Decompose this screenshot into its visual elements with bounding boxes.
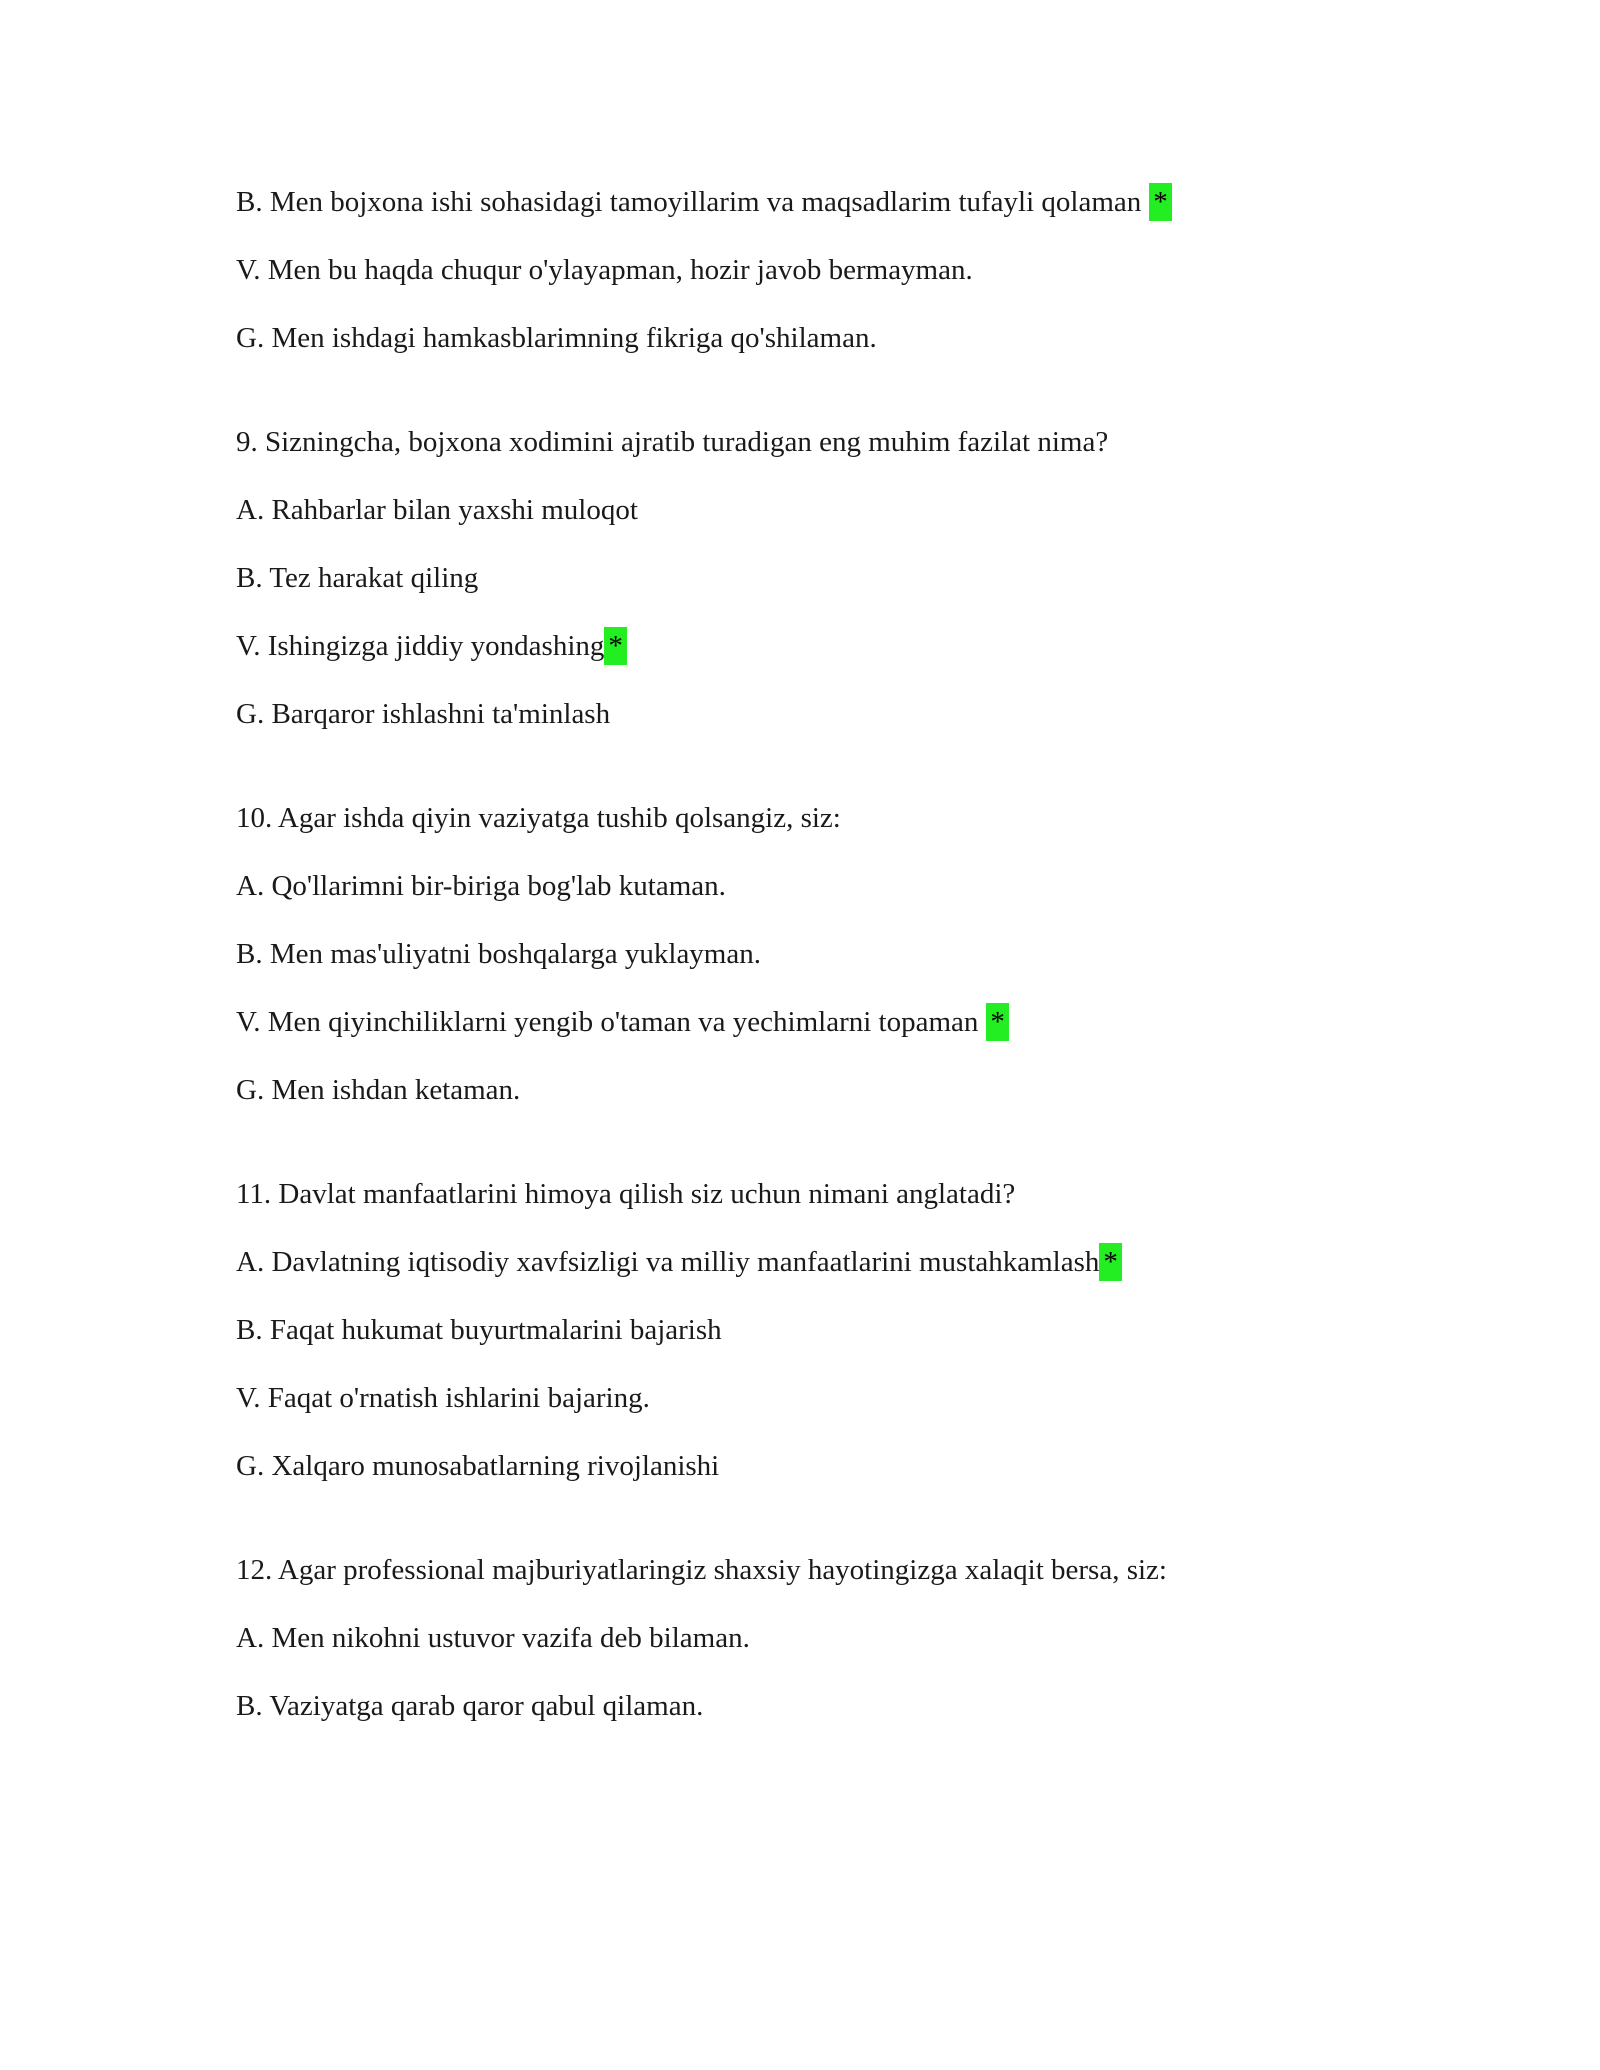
option-line (236, 182, 1416, 222)
option-line (236, 318, 1416, 358)
option-line (236, 934, 1416, 974)
option-text: V. Men bu haqda chuqur o'ylayapman, hozir javob bermayman. (236, 254, 973, 286)
option-line (236, 1310, 1416, 1350)
option-text: V. Faqat o'rnatish ishlarini bajaring. (236, 1382, 650, 1414)
correct-answer-marker: * (1149, 183, 1172, 221)
option-line (236, 694, 1416, 734)
question-text: 11. Davlat manfaatlarini himoya qilish siz uchun nimani anglatadi? (236, 1178, 1016, 1210)
option-text: V. Men qiyinchiliklarni yengib o'taman va yechimlarni topaman (236, 1006, 979, 1038)
option-line (236, 1618, 1416, 1658)
option-text: G. Men ishdan ketaman. (236, 1074, 521, 1106)
question-text: 9. Sizningcha, bojxona xodimini ajratib turadigan eng muhim fazilat nima? (236, 426, 1109, 458)
option-line (236, 1002, 1416, 1042)
option-text: B. Vaziyatga qarab qaror qabul qilaman. (236, 1690, 704, 1722)
correct-answer-marker: * (604, 627, 627, 665)
option-text: G. Men ishdagi hamkasblarimning fikriga qo'shilaman. (236, 322, 877, 354)
option-line (236, 1686, 1416, 1726)
option-text: G. Xalqaro munosabatlarning rivojlanishi (236, 1450, 720, 1482)
option-text: A. Men nikohni ustuvor vazifa deb bilaman. (236, 1622, 750, 1654)
option-text: V. Ishingizga jiddiy yondashing (236, 630, 605, 662)
question-block-10 (236, 798, 1416, 1110)
question-text: 12. Agar professional majburiyatlaringiz shaxsiy hayotingizga xalaqit bersa, siz: (236, 1554, 1167, 1586)
question-text: 10. Agar ishda qiyin vaziyatga tushib qolsangiz, siz: (236, 802, 841, 834)
option-text: B. Men mas'uliyatni boshqalarga yuklayman. (236, 938, 761, 970)
option-line (236, 1242, 1416, 1282)
option-line (236, 626, 1416, 666)
option-text: A. Qo'llarimni bir-biriga bog'lab kutaman. (236, 870, 726, 902)
option-line (236, 490, 1416, 530)
option-text: B. Tez harakat qiling (236, 562, 479, 594)
option-line (236, 558, 1416, 598)
correct-answer-marker: * (986, 1003, 1009, 1041)
option-line (236, 866, 1416, 906)
question-block-11 (236, 1174, 1416, 1486)
option-text: A. Rahbarlar bilan yaxshi muloqot (236, 494, 638, 526)
question-block-12 (236, 1550, 1416, 1726)
quiz-content (236, 182, 1416, 1754)
option-line (236, 1070, 1416, 1110)
option-line (236, 1446, 1416, 1486)
option-line (236, 1378, 1416, 1418)
question-block-8 (236, 182, 1416, 358)
option-text: B. Faqat hukumat buyurtmalarini bajarish (236, 1314, 722, 1346)
correct-answer-marker: * (1099, 1243, 1122, 1281)
question-block-9 (236, 422, 1416, 734)
option-text: B. Men bojxona ishi sohasidagi tamoyillarim va maqsadlarim tufayli qolaman (236, 186, 1142, 218)
option-text: G. Barqaror ishlashni ta'minlash (236, 698, 611, 730)
option-text: A. Davlatning iqtisodiy xavfsizligi va milliy manfaatlarini mustahkamlash (236, 1246, 1100, 1278)
option-line (236, 250, 1416, 290)
